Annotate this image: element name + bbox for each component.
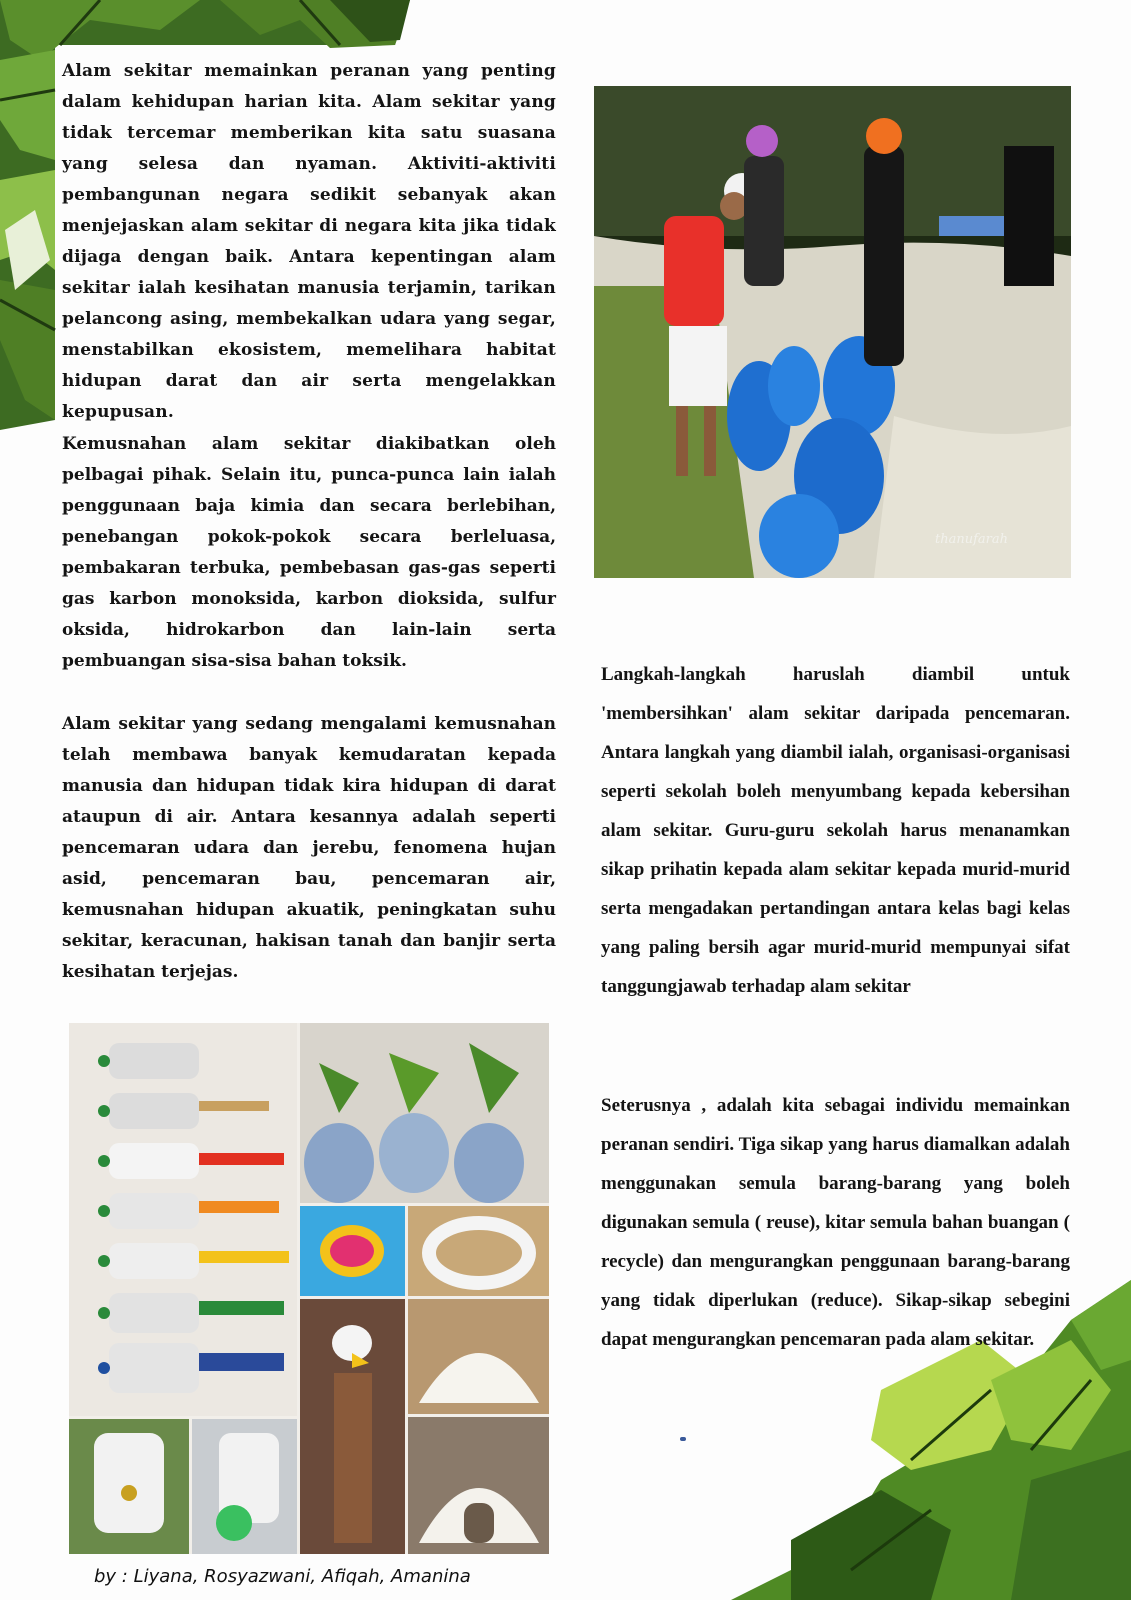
paragraph-effects: Alam sekitar yang sedang mengalami kemusnahan telah membawa banyak kemudaratan kepada manusia dan hidupan tidak kira hidupan di darat ataupun di air. Antara kesannya adalah seperti pencemaran udara dan jerebu, fenomena hujan asid, pencemaran bau, pencemaran air, kemusnahan hidupan akuatik, peningkatan suhu sekitar, keracunan, hakisan tanah dan banjir serta kesihatan terjejas. bbox=[62, 714, 556, 982]
paragraph-causes: Kemusnahan alam sekitar diakibatkan oleh pelbagai pihak. Selain itu, punca-punca lain ialah penggunaan baja kimia dan secara berlebihan, penebangan pokok-pokok secara berleluasa, pembakaran terbuka, pembebasan gas-gas seperti gas karbon monoksida, karbon dioksida, sulfur oksida, hidrokarbon dan lain-lain serta pembuangan sisa-sisa bahan toksik. bbox=[62, 434, 556, 671]
photo-recycling-collage bbox=[69, 1023, 549, 1554]
paragraph-importance: Alam sekitar memainkan peranan yang penting dalam kehidupan harian kita. Alam sekitar yang tidak tercemar memberikan kita satu suasana yang selesa dan nyaman. Aktiviti-aktiviti pembangunan negara sedikit sebanyak akan menjejaskan alam sekitar di negara kita jika tidak dijaga dengan baik. Antara kepentingan alam sekitar ialah kesihatan manusia terjamin, tarikan pelancong asing, membekalkan udara yang segar, menstabilkan ekosistem, memelihara habitat hidupan darat dan air serta mengelakkan kepupusan. bbox=[62, 61, 556, 422]
photo-watermark: thanufarah bbox=[935, 532, 1008, 547]
author-credit: by : Liyana, Rosyazwani, Afiqah, Amanina bbox=[94, 1566, 471, 1587]
photo-cleanup-activity bbox=[594, 86, 1071, 578]
paragraph-steps: Langkah-langkah haruslah diambil untuk 'membersihkan' alam sekitar daripada pencemaran. Antara langkah yang diambil ialah, organisasi-organisasi seperti sekolah boleh menyumbang kepada kebersihan alam sekitar. Guru-guru sekolah harus menanamkan sikap prihatin kepada alam sekitar kepada murid-murid serta mengadakan pertandingan antara kelas bagi kelas yang paling bersih agar murid-murid mempunyai sifat tanggungjawab terhadap alam sekitar bbox=[601, 664, 1070, 997]
stray-mark bbox=[680, 1437, 686, 1441]
paragraph-3r: Seterusnya , adalah kita sebagai individu memainkan peranan sendiri. Tiga sikap yang harus diamalkan adalah menggunakan semula barang-barang yang boleh digunakan semula ( reuse), kitar semula bahan buangan ( recycle) dan mengurangkan penggunaan barang-barang yang tidak diperlukan (reduce). Sikap-sikap sebegini dapat mengurangkan pencemaran pada alam sekitar. bbox=[601, 1095, 1070, 1350]
